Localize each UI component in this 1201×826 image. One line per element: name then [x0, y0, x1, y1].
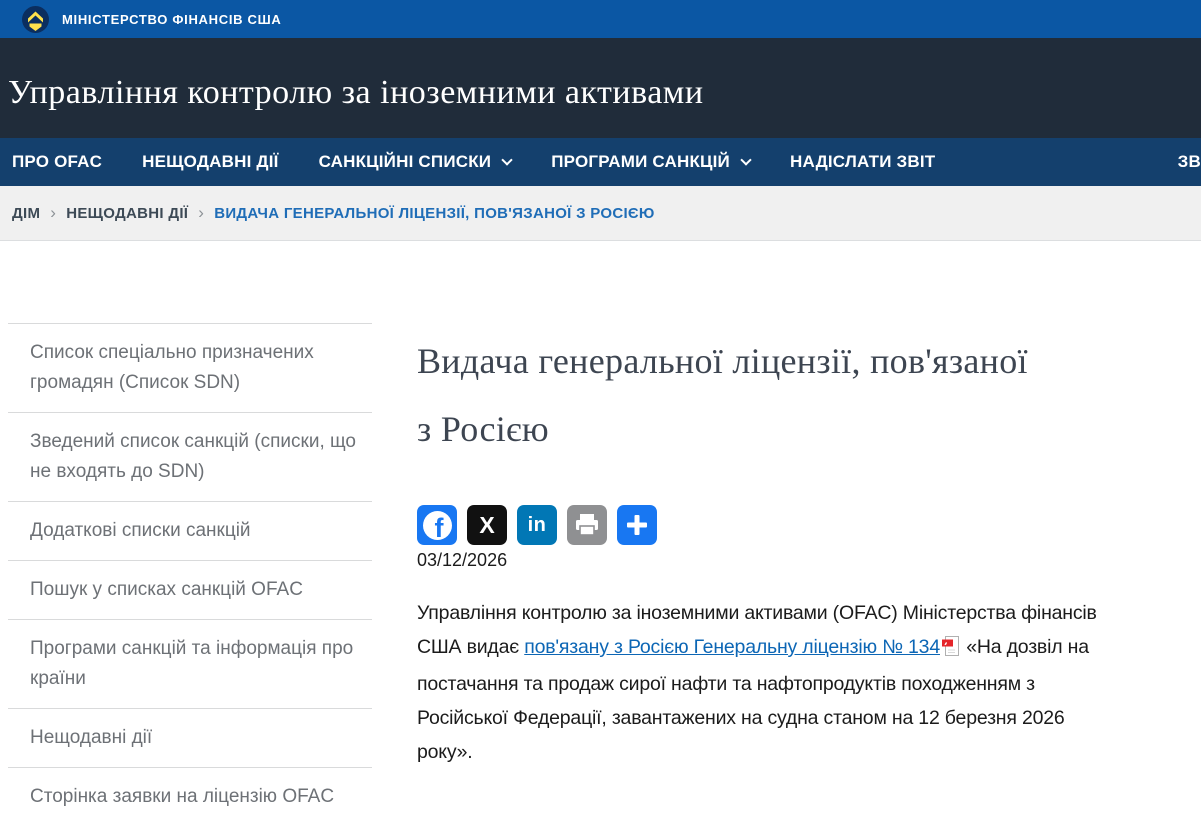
nav-item-label: НАДІСЛАТИ ЗВІТ [789, 152, 936, 171]
site-title: Управління контролю за іноземними активами [8, 74, 704, 111]
agency-name-link[interactable]: МІНІСТЕРСТВО ФІНАНСІВ США [62, 11, 282, 27]
nav-item-contact-truncated[interactable] [1178, 152, 1201, 172]
breadcrumb-recent-actions[interactable]: НЕЩОДАВНІ ДІЇ [66, 204, 189, 222]
breadcrumb-home[interactable]: ДІМ [12, 204, 41, 222]
article [417, 241, 1165, 769]
chevron-down-icon [502, 154, 513, 165]
printer-icon [574, 512, 600, 538]
body-text-segment: «На дозвіл на постачання та продаж сирої нафти та нафтопродуктів походженням з Російської Федерації, завантажених на судна станом на 12 березня 2026 року». [417, 636, 1089, 763]
nav-item-about-ofac[interactable] [12, 152, 102, 172]
share-more-button[interactable] [617, 505, 657, 545]
site-header [0, 38, 1201, 138]
nav-item-label: НЕЩОДАВНІ ДІЇ [142, 152, 279, 171]
share-plus-icon [624, 512, 650, 538]
nav-item-recent-actions[interactable] [142, 152, 278, 172]
linkedin-share-button[interactable] [517, 505, 557, 545]
x-share-button[interactable] [467, 505, 507, 545]
sidebar-item-license-application[interactable]: Сторінка заявки на ліцензію OFAC [8, 767, 372, 826]
sidebar-item-consolidated-list[interactable]: Зведений список санкцій (списки, що не входять до SDN) [8, 412, 372, 501]
facebook-share-button[interactable] [417, 505, 457, 545]
treasury-topbar [0, 0, 1201, 38]
sidebar-item-additional-lists[interactable]: Додаткові списки санкцій [8, 501, 372, 560]
breadcrumb-current-page: ВИДАЧА ГЕНЕРАЛЬНОЇ ЛІЦЕНЗІЇ, ПОВ'ЯЗАНОЇ З РОСІЄЮ [214, 204, 655, 222]
chevron-down-icon [740, 154, 751, 165]
x-icon: X [479, 511, 495, 538]
nav-item-label: ПРО OFAC [12, 152, 103, 171]
breadcrumb-separator-icon: › [198, 203, 205, 222]
print-button[interactable] [567, 505, 607, 545]
facebook-icon: f [423, 511, 452, 540]
sidebar-item-recent-actions[interactable]: Нещодавні дії [8, 708, 372, 767]
nav-item-label: САНКЦІЙНІ СПИСКИ [318, 152, 492, 171]
sidebar [8, 241, 372, 826]
general-license-134-link[interactable]: пов'язану з Росією Генеральну ліцензію № 134 [524, 636, 940, 658]
sidebar-item-sanctions-search[interactable]: Пошук у списках санкцій OFAC [8, 560, 372, 619]
pdf-file-icon[interactable] [942, 633, 959, 667]
nav-item-sanctions-programs[interactable] [551, 152, 750, 172]
page-title: Видача генеральної ліцензії, пов'язаної з Росією [417, 341, 1028, 449]
content-area [0, 241, 1201, 826]
sidebar-item-sdn-list[interactable]: Список спеціально призначених громадян (Список SDN) [8, 323, 372, 412]
publication-date: 03/12/2026 [417, 550, 508, 570]
treasury-shield-logo-icon[interactable] [22, 6, 49, 33]
article-body [417, 596, 1117, 769]
share-toolbar [417, 505, 1165, 545]
sidebar-item-programs-country-info[interactable]: Програми санкцій та інформація про країни [8, 619, 372, 708]
nav-item-sanctions-lists[interactable] [319, 152, 512, 172]
main-navigation [0, 138, 1201, 186]
breadcrumb-separator-icon: › [50, 203, 57, 222]
breadcrumb [0, 186, 1201, 241]
nav-item-submit-report[interactable] [790, 152, 935, 172]
nav-item-label: ПРОГРАМИ САНКЦІЙ [551, 152, 730, 171]
body-text-segment: Управління контролю за іноземними активами (OFAC) Міністерства фінансів США видає [417, 602, 1097, 658]
linkedin-icon: in [527, 513, 547, 536]
nav-item-label: ЗВ [1177, 152, 1201, 171]
